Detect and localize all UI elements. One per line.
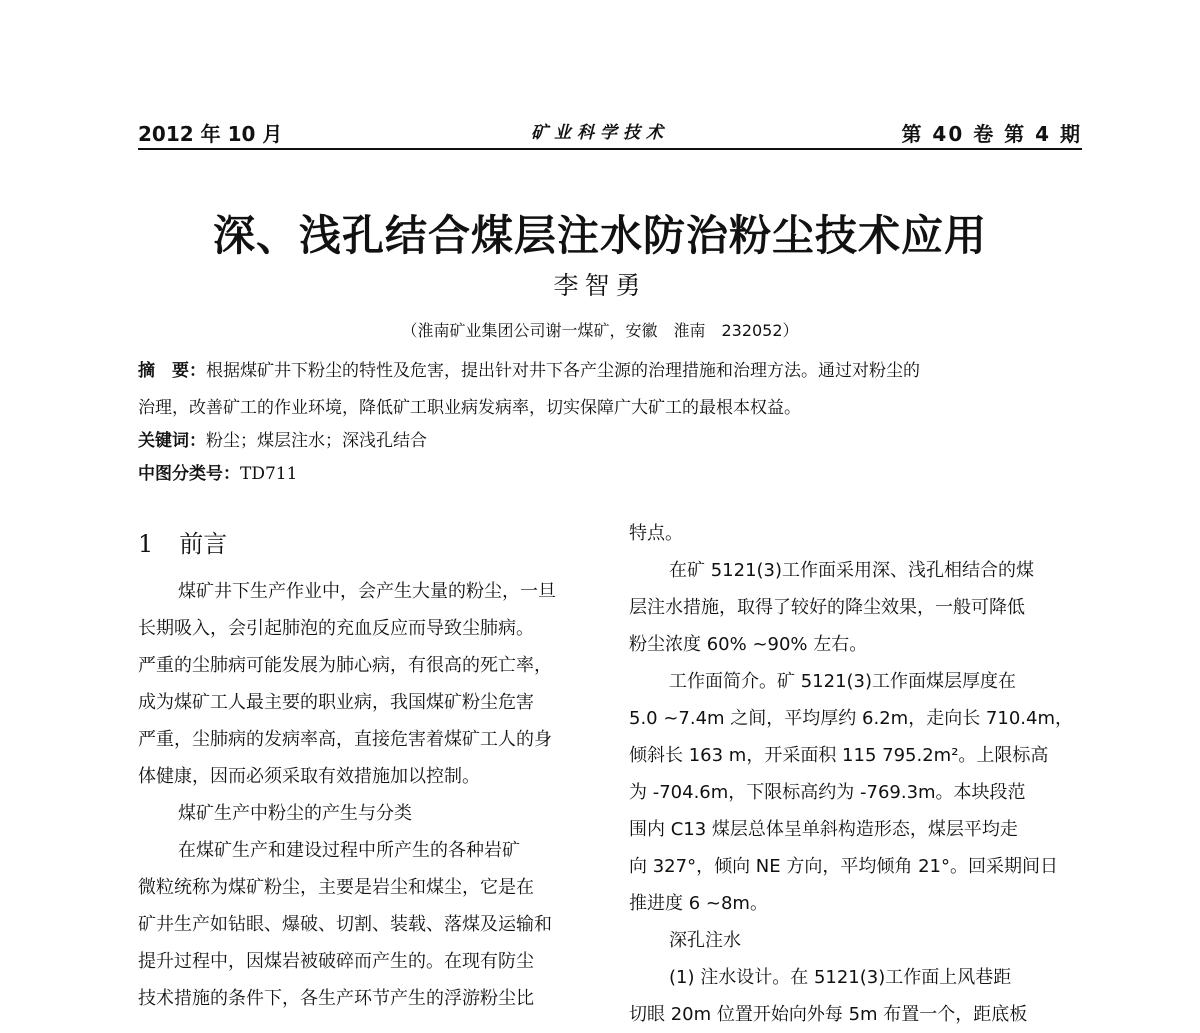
paragraph-line: 倾斜长 163 m，开采面积 115 795.2m²。上限标高 [629, 745, 1049, 766]
body-column-right [629, 515, 1081, 1033]
author-affiliation: （淮南矿业集团公司谢一煤矿，安徽 淮南 232052） [401, 321, 799, 340]
keywords-text: 粉尘；煤层注水；深浅孔结合 [206, 431, 427, 451]
paragraph-line: 矿井生产如钻眼、爆破、切割、装载、落煤及运输和 [138, 914, 552, 935]
section-number: 1 [138, 530, 154, 558]
paragraph-line: 推进度 6 ~8m。 [629, 893, 768, 914]
paragraph-line: 5.0 ~7.4m 之间，平均厚约 6.2m，走向长 710.4m， [629, 708, 1073, 729]
paragraph-line: 围内 C13 煤层总体呈单斜构造形态，煤层平均走 [629, 819, 1018, 840]
classification-number [138, 458, 1082, 490]
paragraph-line: 严重的尘肺病可能发展为肺心病，有很高的死亡率， [138, 655, 552, 676]
body-column-left [138, 515, 590, 1017]
subheading-line: 深孔注水 [669, 930, 741, 951]
section-title: 前言 [179, 530, 228, 558]
header-journal-name: 矿业科学技术 [531, 123, 669, 143]
paragraph-line: 特点。 [629, 523, 683, 544]
paragraph-line: 为 -704.6m，下限标高约为 -769.3m。本块段范 [629, 782, 1026, 803]
paragraph-line: 提升过程中，因煤岩被破碎而产生的。在现有防尘 [138, 951, 534, 972]
paragraph-line: 工作面简介。矿 5121(3)工作面煤层厚度在 [669, 671, 1017, 692]
paragraph-line: 向 327°，倾向 NE 方向，平均倾角 21°。回采期间日 [629, 856, 1058, 877]
paragraph-line: 切眼 20m 位置开始向外每 5m 布置一个，距底板 [629, 1004, 1028, 1025]
header-date: 2012 年 10 月 [138, 122, 283, 146]
clc-text: TD711 [240, 464, 298, 484]
paragraph-line: 技术措施的条件下，各生产环节产生的浮游粉尘比 [138, 988, 534, 1009]
paragraph-line: 严重，尘肺病的发病率高，直接危害着煤矿工人的身 [138, 729, 552, 750]
paragraph-line: 成为煤矿工人最主要的职业病，我国煤矿粉尘危害 [138, 692, 534, 713]
author-name: 李智勇 [553, 271, 647, 300]
header-rule [138, 148, 1082, 150]
section-heading [138, 515, 590, 573]
paragraph-line: 在煤矿生产和建设过程中所产生的各种岩矿 [178, 840, 520, 861]
paragraph-line: 粉尘浓度 60% ~90% 左右。 [629, 634, 868, 655]
abstract-line: 治理，改善矿工的作业环境，降低矿工职业病发病率，切实保障广大矿工的最根本权益。 [138, 398, 801, 418]
paragraph-line: 长期吸入，会引起肺泡的充血反应而导致尘肺病。 [138, 618, 534, 639]
keywords-label: 关键词： [138, 431, 206, 451]
paper-title: 深、浅孔结合煤层注水防治粉尘技术应用 [212, 211, 987, 260]
paragraph-line: 层注水措施，取得了较好的降尘效果，一般可降低 [629, 597, 1025, 618]
paragraph-line: 煤矿井下生产作业中，会产生大量的粉尘，一旦 [178, 581, 556, 602]
abstract-label: 摘 要： [138, 361, 206, 381]
header-volume-issue: 第 40 卷 第 4 期 [901, 122, 1082, 146]
paragraph-line: 微粒统称为煤矿粉尘，主要是岩尘和煤尘，它是在 [138, 877, 534, 898]
paragraph-line: 体健康，因而必须采取有效措施加以控制。 [138, 766, 480, 787]
subheading-line: 煤矿生产中粉尘的产生与分类 [178, 803, 412, 824]
paragraph-line: 在矿 5121(3)工作面采用深、浅孔相结合的煤 [669, 560, 1035, 581]
abstract-line: 根据煤矿井下粉尘的特性及危害，提出针对井下各产尘源的治理措施和治理方法。通过对粉尘的 [206, 361, 920, 381]
keywords [138, 425, 1082, 457]
clc-label: 中图分类号： [138, 464, 240, 484]
paragraph-line: (1) 注水设计。在 5121(3)工作面上风巷距 [669, 967, 1012, 988]
abstract [138, 355, 1082, 429]
